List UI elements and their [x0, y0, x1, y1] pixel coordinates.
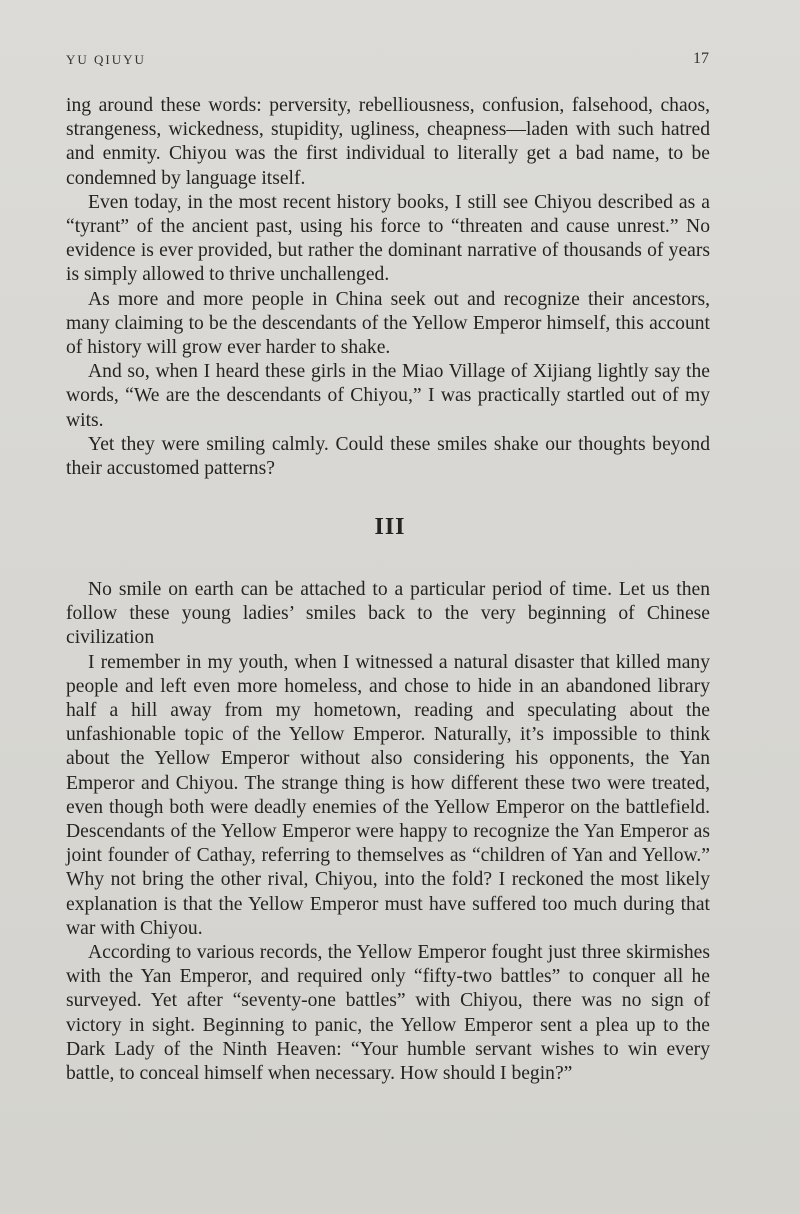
paragraph: ing around these words: perversity, rebelliousness, confusion, falsehood, chaos, strangeness, wickedness, stupidity, ugliness, cheapness—laden with such hatred and enmity. Chiyou was the first individual to literally get a bad name, to be condemned by language itself. [66, 95, 710, 189]
paragraph: Yet they were smiling calmly. Could these smiles shake our thoughts beyond their accustomed patterns? [66, 433, 710, 480]
paragraph: According to various records, the Yellow Emperor fought just three skirmishes with the Yan Emperor, and required only “fifty-two battles” to conquer all he surveyed. Yet after “seventy-one battles” with Chiyou, there was no sign of victory in sight. Beginning to panic, the Yellow Emperor sent a plea up to the Dark Lady of the Ninth Heaven: “Your humble servant wishes to win every battle, to conceal himself when necessary. How should I begin?” [66, 942, 710, 1085]
paragraph: Even today, in the most recent history books, I still see Chiyou described as a “tyrant” of the ancient past, using his force to “threaten and cause unrest.” No evidence is ever provided, but rather the dominant narrative of thousands of years is simply allowed to thrive unchallenged. [66, 191, 710, 286]
section-one-text [66, 94, 710, 481]
section-three-text [66, 578, 710, 1086]
page-number: 17 [693, 50, 709, 67]
paragraph: I remember in my youth, when I witnessed a natural disaster that killed many people and left even more homeless, and chose to hide in an abandoned library half a hill away from my hometown, reading and speculating about the unfashionable topic of the Yellow Emperor. Naturally, it’s impossible to think about the Yellow Emperor without also considering his opponents, the Yan Emperor and Chiyou. The strange thing is how different these two were treated, even though both were deadly enemies of the Yellow Emperor on the battlefield. Descendants of the Yellow Emperor were happy to recognize the Yan Emperor as joint founder of Cathay, referring to themselves as “children of Yan and Yellow.” Why not bring the other rival, Chiyou, into the fold? I reckoned the most likely explanation is that the Yellow Emperor must have suffered too much during that war with Chiyou. [66, 651, 710, 939]
paragraph: No smile on earth can be attached to a particular period of time. Let us then follow these young ladies’ smiles back to the very beginning of Chinese civilization [66, 579, 710, 649]
section-heading: III [374, 514, 406, 540]
paragraph: And so, when I heard these girls in the Miao Village of Xijiang lightly say the words, “We are the descendants of Chiyou,” I was practically startled out of my wits. [66, 361, 710, 431]
running-head: YU QIUYU [66, 52, 146, 67]
paragraph: As more and more people in China seek out and recognize their ancestors, many claiming to be the descendants of the Yellow Emperor himself, this account of history will grow ever harder to shake. [66, 288, 710, 359]
